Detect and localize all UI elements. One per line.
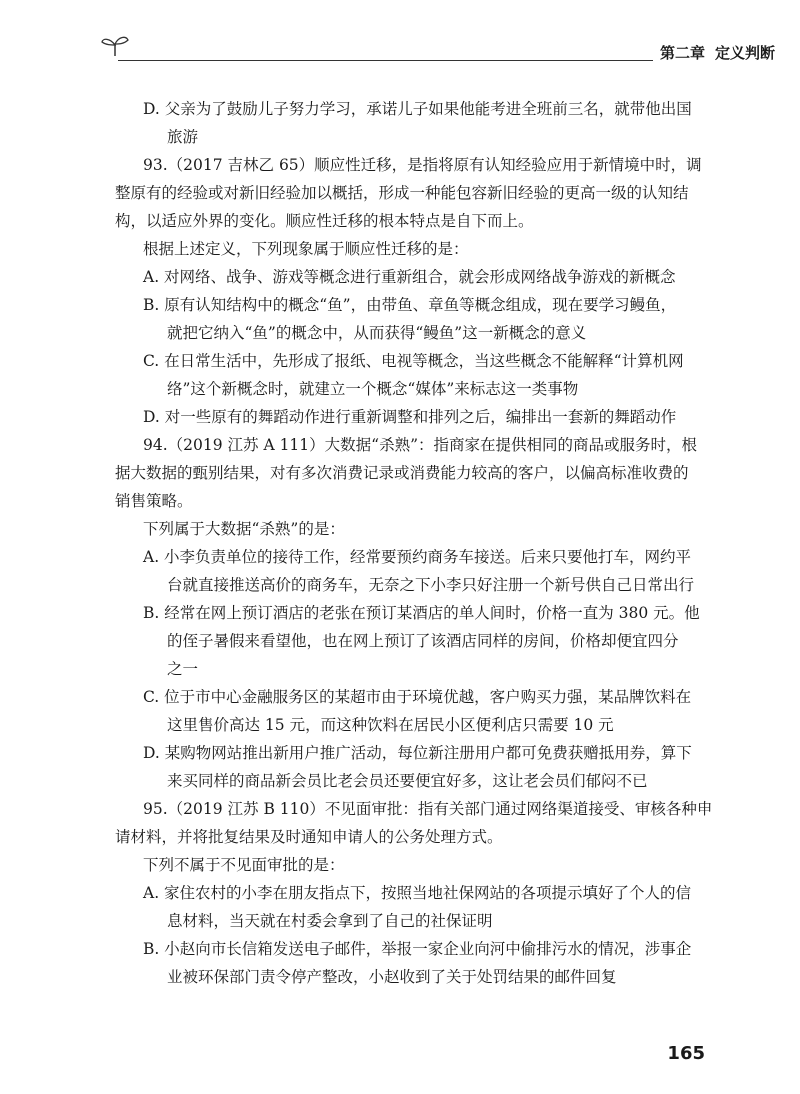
chapter-label: 第二章 <box>660 44 706 62</box>
text-line: 94.（2019 江苏 A 111）大数据“杀熟”：指商家在提供相同的商品或服务时，根 <box>143 436 698 454</box>
text-line: 业被环保部门责令停产整改，小赵收到了关于处罚结果的邮件回复 <box>167 968 617 986</box>
text-line: A. 家住农村的小李在朋友指点下，按照当地社保网站的各项提示填好了个人的信 <box>143 884 692 902</box>
text-line: 销售策略。 <box>115 492 193 510</box>
text-line: 根据上述定义，下列现象属于顺应性迁移的是： <box>143 240 469 258</box>
text-line: 的侄子暑假来看望他，也在网上预订了该酒店同样的房间，价格却便宜四分 <box>167 632 679 650</box>
text-line: 93.（2017 吉林乙 65）顺应性迁移，是指将原有认知经验应用于新情境中时，调 <box>143 156 702 174</box>
page-header <box>100 38 776 68</box>
text-line: B. 经常在网上预订酒店的老张在预订某酒店的单人间时，价格一直为 380 元。他 <box>143 604 700 622</box>
text-line: C. 位于市中心金融服务区的某超市由于环境优越，客户购买力强，某品牌饮料在 <box>143 688 692 706</box>
text-line: 台就直接推送高价的商务车，无奈之下小李只好注册一个新号供自己日常出行 <box>167 576 695 594</box>
text-line: 这里售价高达 15 元，而这种饮料在居民小区便利店只需要 10 元 <box>167 716 614 734</box>
chapter-title <box>660 42 785 63</box>
text-line: D. 对一些原有的舞蹈动作进行重新调整和排列之后，编排出一套新的舞蹈动作 <box>143 408 677 426</box>
text-line: 构，以适应外界的变化。顺应性迁移的根本特点是自下而上。 <box>115 212 534 230</box>
text-line: C. 在日常生活中，先形成了报纸、电视等概念，当这些概念不能解释“计算机网 <box>143 352 684 370</box>
page-body <box>115 95 713 991</box>
section-label: 定义判断 <box>715 44 776 62</box>
text-line: 旅游 <box>167 128 199 146</box>
page-number: 165 <box>667 1043 705 1064</box>
text-line: 络”这个新概念时，就建立一个概念“媒体”来标志这一类事物 <box>167 380 579 398</box>
text-line: D. 父亲为了鼓励儿子努力学习，承诺儿子如果他能考进全班前三名，就带他出国 <box>143 100 692 118</box>
text-line: A. 小李负责单位的接待工作，经常要预约商务车接送。后来只要他打车，网约平 <box>143 548 692 566</box>
text-line: 整原有的经验或对新旧经验加以概括，形成一种能包容新旧经验的更高一级的认知结 <box>115 184 689 202</box>
text-line: 据大数据的甄别结果，对有多次消费记录或消费能力较高的客户，以偏高标准收费的 <box>115 464 689 482</box>
text-line: 请材料，并将批复结果及时通知申请人的公务处理方式。 <box>115 828 503 846</box>
text-line: 下列不属于不见面审批的是： <box>143 856 345 874</box>
text-line: B. 原有认知结构中的概念“鱼”，由带鱼、章鱼等概念组成，现在要学习鳗鱼， <box>143 296 677 314</box>
text-line: D. 某购物网站推出新用户推广活动，每位新注册用户都可免费获赠抵用券，算下 <box>143 744 692 762</box>
text-line: 来买同样的商品新会员比老会员还要便宜好多，这让老会员们郁闷不已 <box>167 772 648 790</box>
text-line: 95.（2019 江苏 B 110）不见面审批：指有关部门通过网络渠道接受、审核各种申 <box>143 800 713 818</box>
text-line: 就把它纳入“鱼”的概念中，从而获得“鳗鱼”这一新概念的意义 <box>167 324 587 342</box>
header-rule-left <box>118 60 653 61</box>
text-line: 息材料，当天就在村委会拿到了自己的社保证明 <box>167 912 493 930</box>
sprout-icon <box>100 32 130 58</box>
text-line: 下列属于大数据“杀熟”的是： <box>143 520 345 538</box>
text-line: 之一 <box>167 660 199 678</box>
text-line: B. 小赵向市长信箱发送电子邮件，举报一家企业向河中偷排污水的情况，涉事企 <box>143 940 692 958</box>
text-line: A. 对网络、战争、游戏等概念进行重新组合，就会形成网络战争游戏的新概念 <box>143 268 676 286</box>
